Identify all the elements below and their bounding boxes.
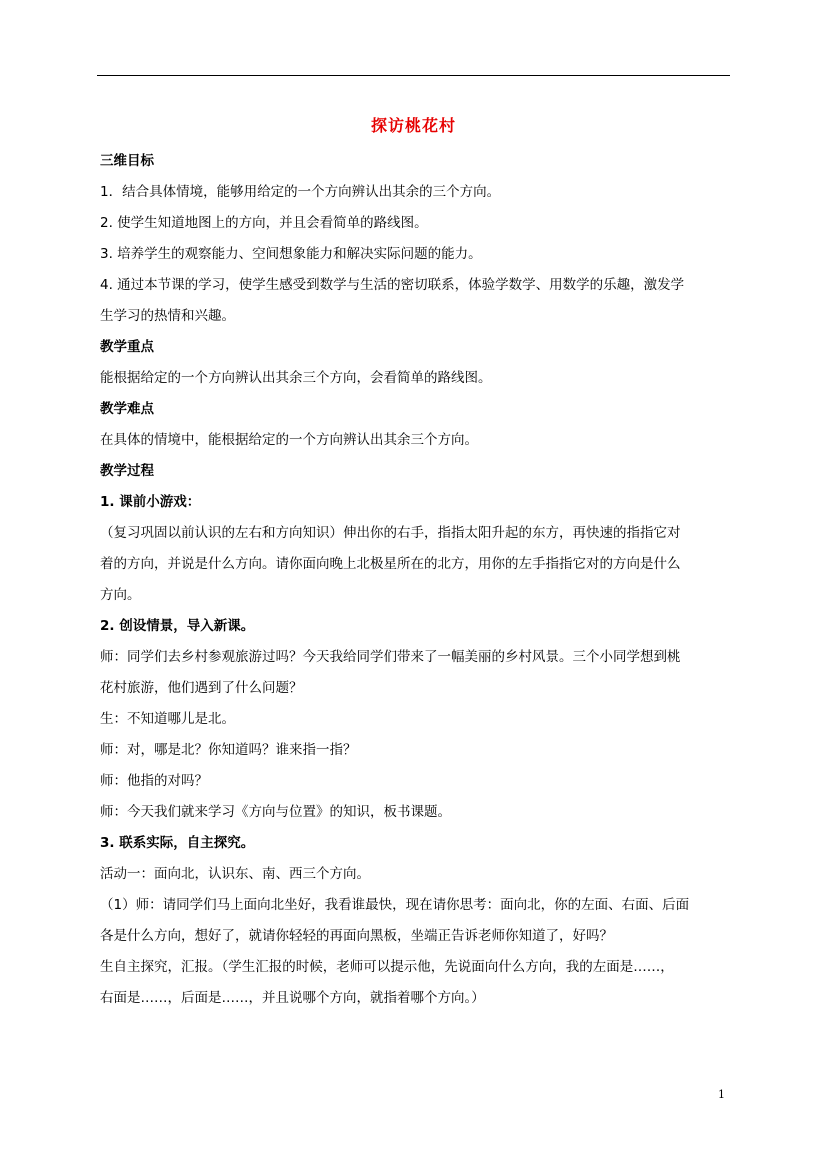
- paragraph-line: 各是什么方向，想好了，就请你轻轻的再面向黑板，坐端正告诉老师你知道了，好吗？: [100, 928, 613, 944]
- paragraph-line: （复习巩固以前认识的左右和方向知识）伸出你的右手，指指太阳升起的东方，再快速的指指它对: [100, 525, 681, 541]
- document-body: [100, 146, 732, 1014]
- section-heading: 教学难点: [100, 401, 154, 417]
- paragraph-line: 3. 培养学生的观察能力、空间想象能力和解决实际问题的能力。: [100, 246, 482, 262]
- document-title: 探访桃花村: [370, 116, 456, 135]
- section-heading: 教学重点: [100, 339, 154, 355]
- paragraph-line: 生：不知道哪儿是北。: [100, 711, 235, 727]
- paragraph-line: 右面是……，后面是……，并且说哪个方向，就指着哪个方向。）: [100, 990, 485, 1006]
- paragraph-line: 能根据给定的一个方向辨认出其余三个方向，会看简单的路线图。: [100, 370, 492, 386]
- paragraph-line: 师：今天我们就来学习《方向与位置》的知识，板书课题。: [100, 804, 451, 820]
- paragraph-line: 活动一：面向北，认识东、南、西三个方向。: [100, 866, 370, 882]
- paragraph-line: 4. 通过本节课的学习，使学生感受到数学与生活的密切联系，体验学数学、用数学的乐趣，激发学: [100, 277, 685, 293]
- paragraph-line: 方向。: [100, 587, 141, 603]
- paragraph-line: 师：同学们去乡村参观旅游过吗？今天我给同学们带来了一幅美丽的乡村风景。三个小同学想到桃: [100, 649, 681, 665]
- paragraph-line: 生学习的热情和兴趣。: [100, 308, 235, 324]
- section-heading: 教学过程: [100, 463, 154, 479]
- paragraph-line: 师：他指的对吗？: [100, 773, 208, 789]
- paragraph-line: 2. 使学生知道地图上的方向，并且会看简单的路线图。: [100, 215, 428, 231]
- section-heading: 1. 课前小游戏：: [100, 494, 201, 510]
- paragraph-line: 1．结合具体情境，能够用给定的一个方向辨认出其余的三个方向。: [100, 184, 501, 200]
- paragraph-line: 师：对，哪是北？你知道吗？谁来指一指？: [100, 742, 357, 758]
- paragraph-line: （1）师：请同学们马上面向北坐好，我看谁最快，现在请你思考：面向北，你的左面、右面、后面: [100, 897, 690, 913]
- page-number: 1: [718, 1088, 725, 1101]
- header-rule: [97, 75, 730, 76]
- paragraph-line: 生自主探究，汇报。（学生汇报的时候，老师可以提示他，先说面向什么方向，我的左面是……，: [100, 959, 674, 975]
- paragraph-line: 着的方向，并说是什么方向。请你面向晚上北极星所在的北方，用你的左手指指它对的方向是什么: [100, 556, 681, 572]
- section-heading: 2. 创设情景，导入新课。: [100, 618, 255, 634]
- section-heading: 3. 联系实际，自主探究。: [100, 835, 255, 851]
- paragraph-line: 在具体的情境中，能根据给定的一个方向辨认出其余三个方向。: [100, 432, 478, 448]
- section-heading: 三维目标: [100, 153, 154, 169]
- paragraph-line: 花村旅游，他们遇到了什么问题？: [100, 680, 303, 696]
